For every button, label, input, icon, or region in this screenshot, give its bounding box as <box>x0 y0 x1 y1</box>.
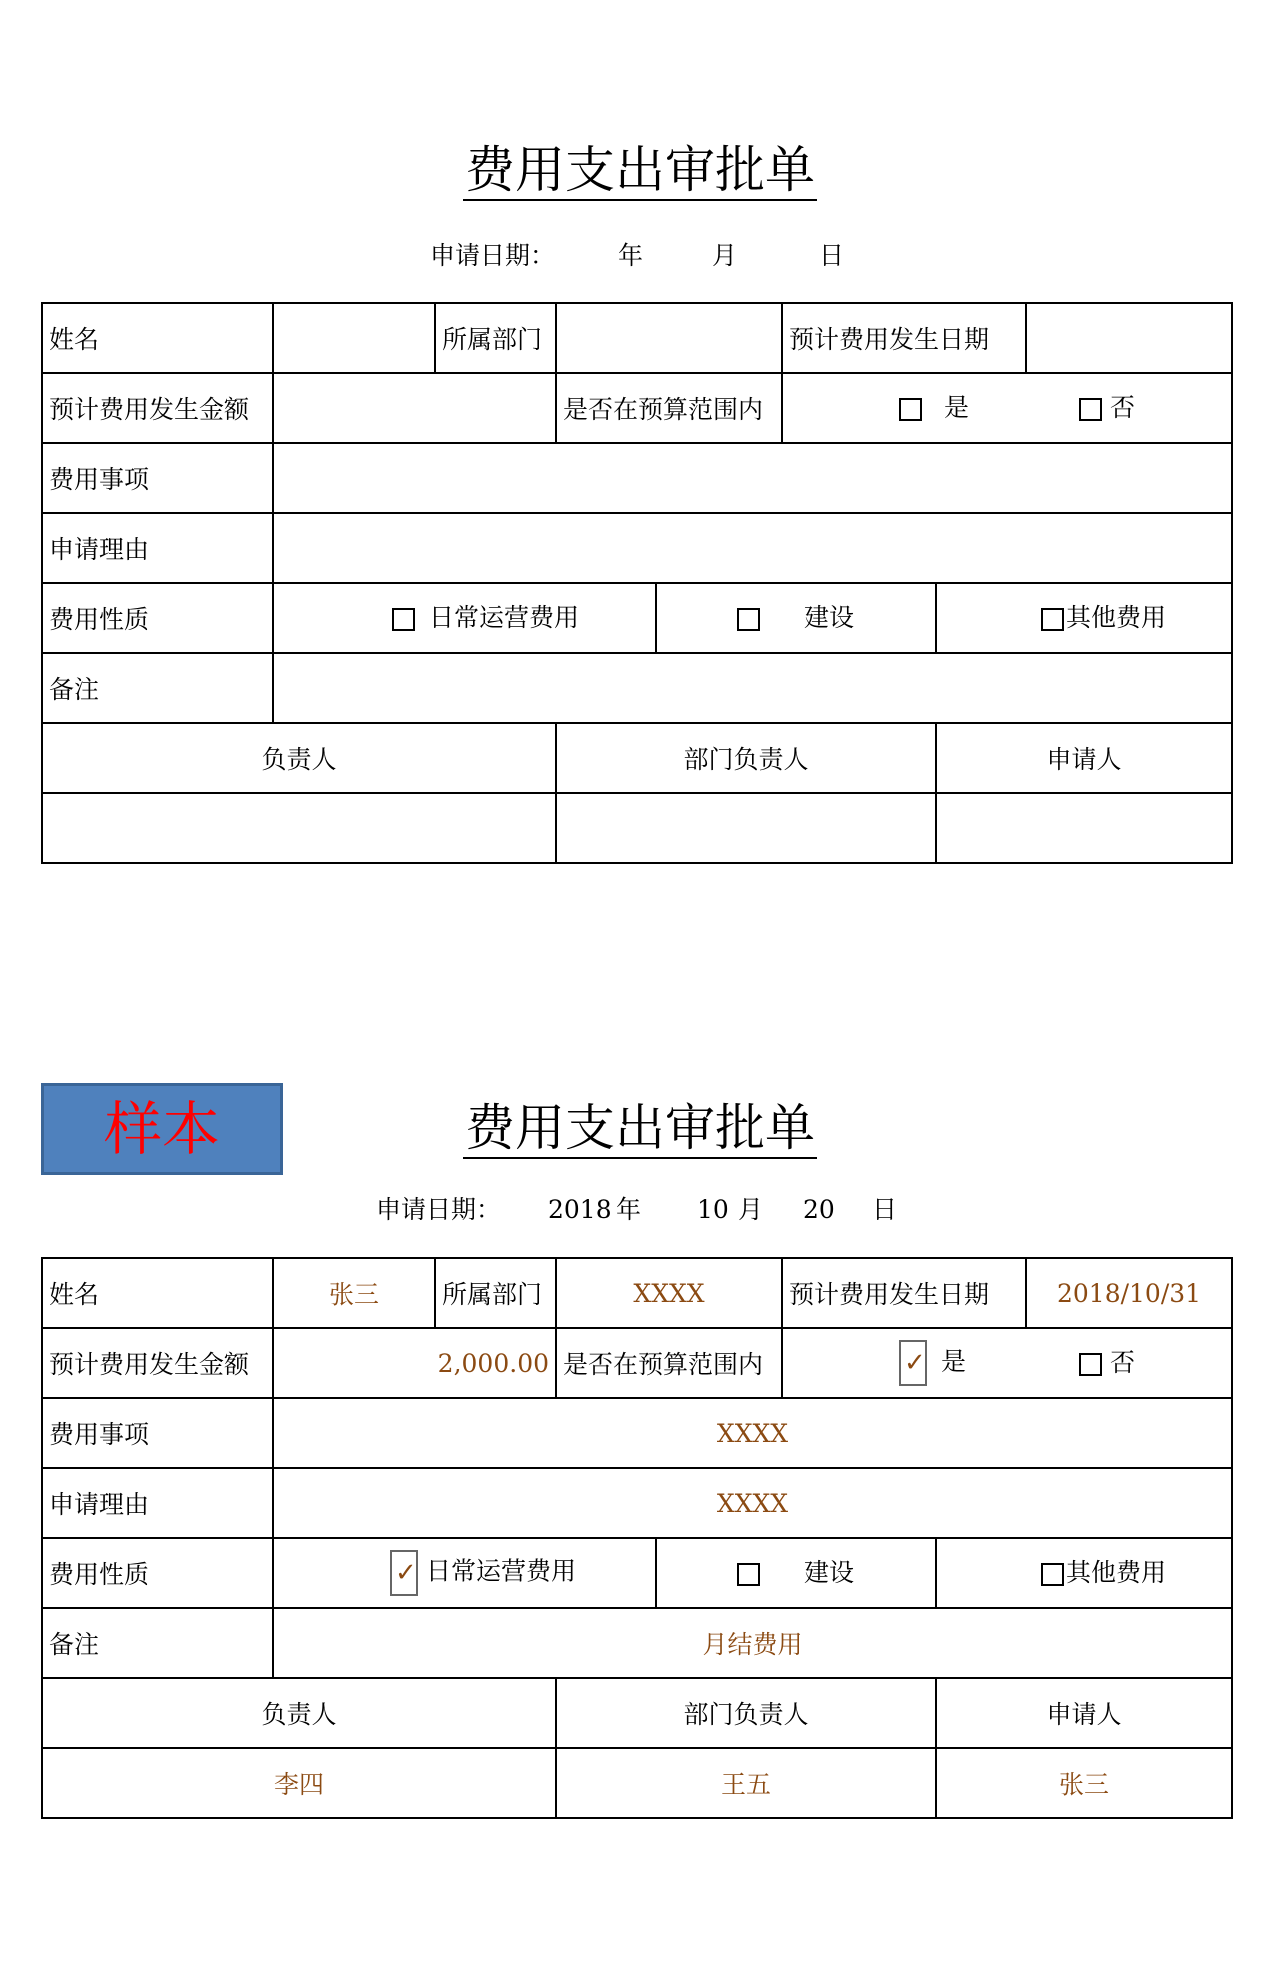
leader-signature[interactable] <box>42 793 556 863</box>
nature-build-checkbox[interactable] <box>737 1563 760 1586</box>
budget-yes-checkbox[interactable] <box>899 398 922 421</box>
date-year-unit: 年 <box>618 241 644 270</box>
nature-daily-cell <box>273 1538 656 1608</box>
item-label: 费用事项 <box>42 1398 273 1468</box>
name-field[interactable]: 张三 <box>273 1258 435 1328</box>
nature-other-option[interactable]: 其他费用 <box>1041 1558 1166 1588</box>
date-month-unit: 月 <box>712 241 738 270</box>
leader-header: 负责人 <box>42 1678 556 1748</box>
remark-label: 备注 <box>42 1608 273 1678</box>
dept-field[interactable] <box>556 303 782 373</box>
date-year-unit: 年 <box>616 1195 642 1224</box>
leader-header: 负责人 <box>42 723 556 793</box>
approval-table <box>41 1257 1233 1819</box>
dept-leader-header: 部门负责人 <box>556 1678 936 1748</box>
budget-no-option[interactable]: 否 <box>1079 393 1135 423</box>
name-label: 姓名 <box>42 1258 273 1328</box>
in-budget-label: 是否在预算范围内 <box>556 1328 782 1398</box>
in-budget-options <box>782 373 1232 443</box>
sample-badge: 样本 <box>41 1083 283 1175</box>
nature-daily-cell <box>273 583 656 653</box>
nature-build-cell <box>656 583 936 653</box>
date-row <box>0 1194 1280 1226</box>
form-title: 费用支出审批单 <box>465 141 815 199</box>
applicant-header: 申请人 <box>936 723 1232 793</box>
date-month-value[interactable]: 10 <box>697 1195 729 1224</box>
nature-other-checkbox[interactable] <box>1041 608 1064 631</box>
form-title: 费用支出审批单 <box>465 1099 815 1157</box>
budget-no-option[interactable]: 否 <box>1079 1348 1135 1378</box>
dept-leader-signature[interactable]: 王五 <box>556 1748 936 1818</box>
applicant-signature[interactable] <box>936 793 1232 863</box>
date-day-value[interactable]: 20 <box>803 1195 835 1224</box>
dept-label: 所属部门 <box>435 1258 556 1328</box>
date-day-unit: 日 <box>819 241 845 270</box>
date-label: 申请日期： <box>430 241 556 270</box>
date-day-unit: 日 <box>872 1195 898 1224</box>
dept-field[interactable]: XXXX <box>556 1258 782 1328</box>
nature-other-cell <box>936 583 1232 653</box>
nature-label: 费用性质 <box>42 583 273 653</box>
nature-build-checkbox[interactable] <box>737 608 760 631</box>
date-label: 申请日期： <box>376 1195 502 1224</box>
leader-signature[interactable]: 李四 <box>42 1748 556 1818</box>
name-field[interactable] <box>273 303 435 373</box>
budget-yes-option[interactable]: 是 <box>899 393 969 423</box>
remark-field[interactable]: 月结费用 <box>273 1608 1232 1678</box>
nature-daily-option[interactable]: 日常运营费用 <box>392 603 579 633</box>
budget-no-checkbox[interactable] <box>1079 398 1102 421</box>
nature-build-option[interactable]: 建设 <box>737 1558 854 1588</box>
remark-label: 备注 <box>42 653 273 723</box>
nature-build-cell <box>656 1538 936 1608</box>
expected-date-label: 预计费用发生日期 <box>782 303 1026 373</box>
amount-field[interactable]: 2,000.00 <box>273 1328 556 1398</box>
name-label: 姓名 <box>42 303 273 373</box>
nature-daily-checkbox-checked[interactable] <box>390 1550 418 1596</box>
date-month-unit: 月 <box>738 1195 764 1224</box>
amount-label: 预计费用发生金额 <box>42 373 273 443</box>
dept-leader-header: 部门负责人 <box>556 723 936 793</box>
reason-field[interactable] <box>273 513 1232 583</box>
date-year-value[interactable]: 2018 <box>548 1195 612 1224</box>
budget-no-checkbox[interactable] <box>1079 1353 1102 1376</box>
date-row <box>0 240 1280 272</box>
nature-other-option[interactable]: 其他费用 <box>1041 603 1166 633</box>
expected-date-label: 预计费用发生日期 <box>782 1258 1026 1328</box>
nature-build-option[interactable]: 建设 <box>737 603 854 633</box>
nature-other-cell <box>936 1538 1232 1608</box>
dept-label: 所属部门 <box>435 303 556 373</box>
amount-label: 预计费用发生金额 <box>42 1328 273 1398</box>
dept-leader-signature[interactable] <box>556 793 936 863</box>
budget-yes-option[interactable]: ✓ 是 <box>899 1340 966 1386</box>
item-label: 费用事项 <box>42 443 273 513</box>
budget-yes-checkbox-checked[interactable] <box>899 1340 927 1386</box>
in-budget-options <box>782 1328 1232 1398</box>
expected-date-field[interactable] <box>1026 303 1232 373</box>
approval-table <box>41 302 1233 864</box>
reason-field[interactable]: XXXX <box>273 1468 1232 1538</box>
reason-label: 申请理由 <box>42 1468 273 1538</box>
amount-field[interactable] <box>273 373 556 443</box>
applicant-header: 申请人 <box>936 1678 1232 1748</box>
item-field[interactable]: XXXX <box>273 1398 1232 1468</box>
nature-daily-option[interactable]: ✓ 日常运营费用 <box>390 1550 576 1596</box>
item-field[interactable] <box>273 443 1232 513</box>
nature-label: 费用性质 <box>42 1538 273 1608</box>
applicant-signature[interactable]: 张三 <box>936 1748 1232 1818</box>
in-budget-label: 是否在预算范围内 <box>556 373 782 443</box>
nature-daily-checkbox[interactable] <box>392 608 415 631</box>
reason-label: 申请理由 <box>42 513 273 583</box>
remark-field[interactable] <box>273 653 1232 723</box>
expected-date-field[interactable]: 2018/10/31 <box>1026 1258 1232 1328</box>
nature-other-checkbox[interactable] <box>1041 1563 1064 1586</box>
